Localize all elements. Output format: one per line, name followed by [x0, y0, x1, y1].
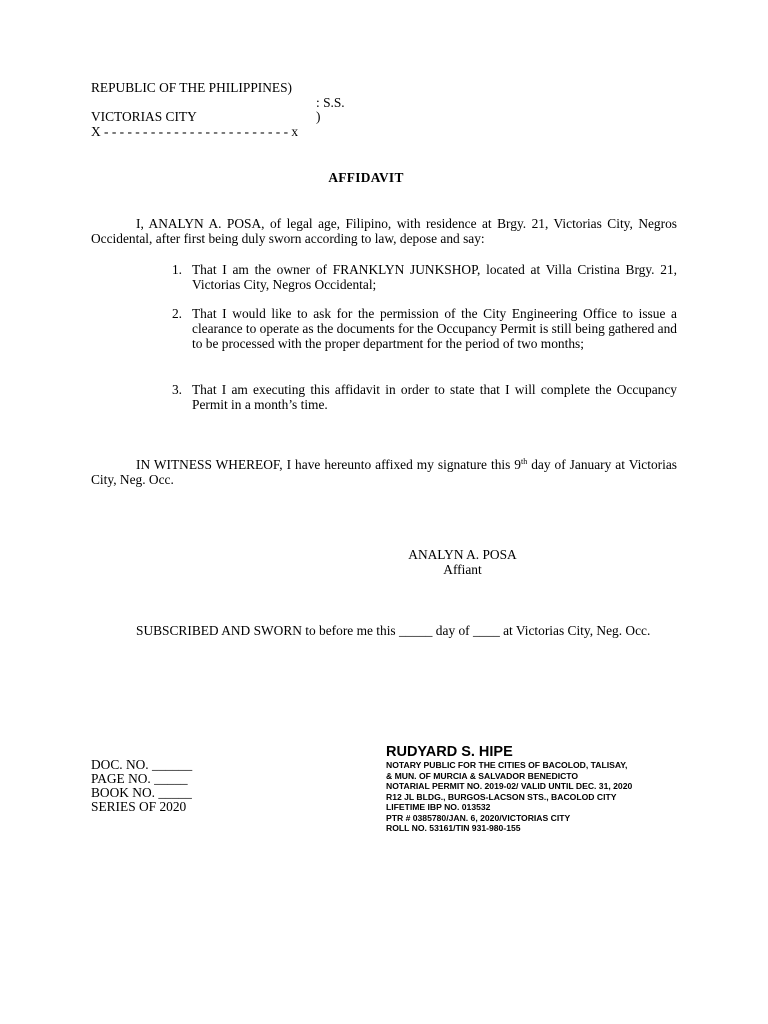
affiant-name: ANALYN A. POSA — [408, 547, 517, 562]
witness-ordinal-suffix: th — [521, 457, 528, 466]
notary-name: RUDYARD S. HIPE — [386, 744, 513, 760]
notary-details — [386, 760, 676, 834]
caption-republic: REPUBLIC OF THE PHILIPPINES) — [91, 80, 293, 95]
caption-city: VICTORIAS CITY — [91, 109, 197, 124]
page-number: PAGE NO. _____ — [91, 771, 188, 786]
doc-number: DOC. NO. ______ — [91, 757, 193, 772]
notary-line: NOTARY PUBLIC FOR THE CITIES OF BACOLOD, TALISAY, — [386, 760, 628, 770]
document-title: AFFIDAVIT — [328, 170, 404, 185]
jurat-paragraph: SUBSCRIBED AND SWORN to before me this _____ day of ____ at Victorias City, Neg. Occ. — [136, 623, 651, 638]
notary-block — [386, 744, 676, 834]
item-number: 2. — [171, 306, 182, 321]
item-text: That I would like to ask for the permission of the City Engineering Office to issue a clearance to operate as the documents for the Occupancy Permit is still being gathered and to be processed with the proper department for the period of two months; — [192, 306, 677, 351]
item-number: 3. — [171, 382, 182, 397]
notary-line: PTR # 0385780/JAN. 6, 2020/VICTORIAS CITY — [386, 812, 571, 823]
list-item — [168, 382, 677, 412]
witness-paragraph — [91, 457, 677, 487]
caption-ss: : S.S. — [316, 95, 345, 110]
affiant-role: Affiant — [443, 562, 482, 577]
notary-line: & MUN. OF MURCIA & SALVADOR BENEDICTO — [386, 770, 579, 781]
witness-text-after: day of January at Victorias City, Neg. Occ. — [91, 457, 677, 487]
affiant-block — [380, 547, 545, 577]
notary-line: ROLL NO. 53161/TIN 931-980-155 — [386, 823, 521, 833]
item-text: That I am the owner of FRANKLYN JUNKSHOP, located at Villa Cristina Brgy. 21, Victorias City, Negros Occidental; — [192, 262, 677, 292]
notary-line: NOTARIAL PERMIT NO. 2019-02/ VALID UNTIL DEC. 31, 2020 — [386, 781, 633, 791]
notary-line: R12 JL BLDG., BURGOS-LACSON STS., BACOLOD CITY — [386, 791, 617, 802]
list-item — [168, 262, 677, 292]
witness-text-before: IN WITNESS WHEREOF, I have hereunto affixed my signature this 9 — [136, 457, 521, 472]
intro-paragraph: I, ANALYN A. POSA, of legal age, Filipino, with residence at Brgy. 21, Victorias City, Negros Occidental, after first being duly sworn according to law, depose and say: — [91, 216, 677, 246]
notary-line: LIFETIME IBP NO. 013532 — [386, 802, 491, 812]
item-text: That I am executing this affidavit in order to state that I will complete the Occupancy Permit in a month’s time. — [192, 382, 677, 412]
list-item — [168, 306, 677, 351]
caption-paren: ) — [316, 109, 321, 124]
book-number: BOOK NO. _____ — [91, 785, 192, 800]
doc-info-block — [91, 758, 192, 814]
item-number: 1. — [171, 262, 182, 277]
series-year: SERIES OF 2020 — [91, 799, 187, 814]
caption-separator: X - - - - - - - - - - - - - - - - - - - - - - - - x — [91, 124, 299, 139]
